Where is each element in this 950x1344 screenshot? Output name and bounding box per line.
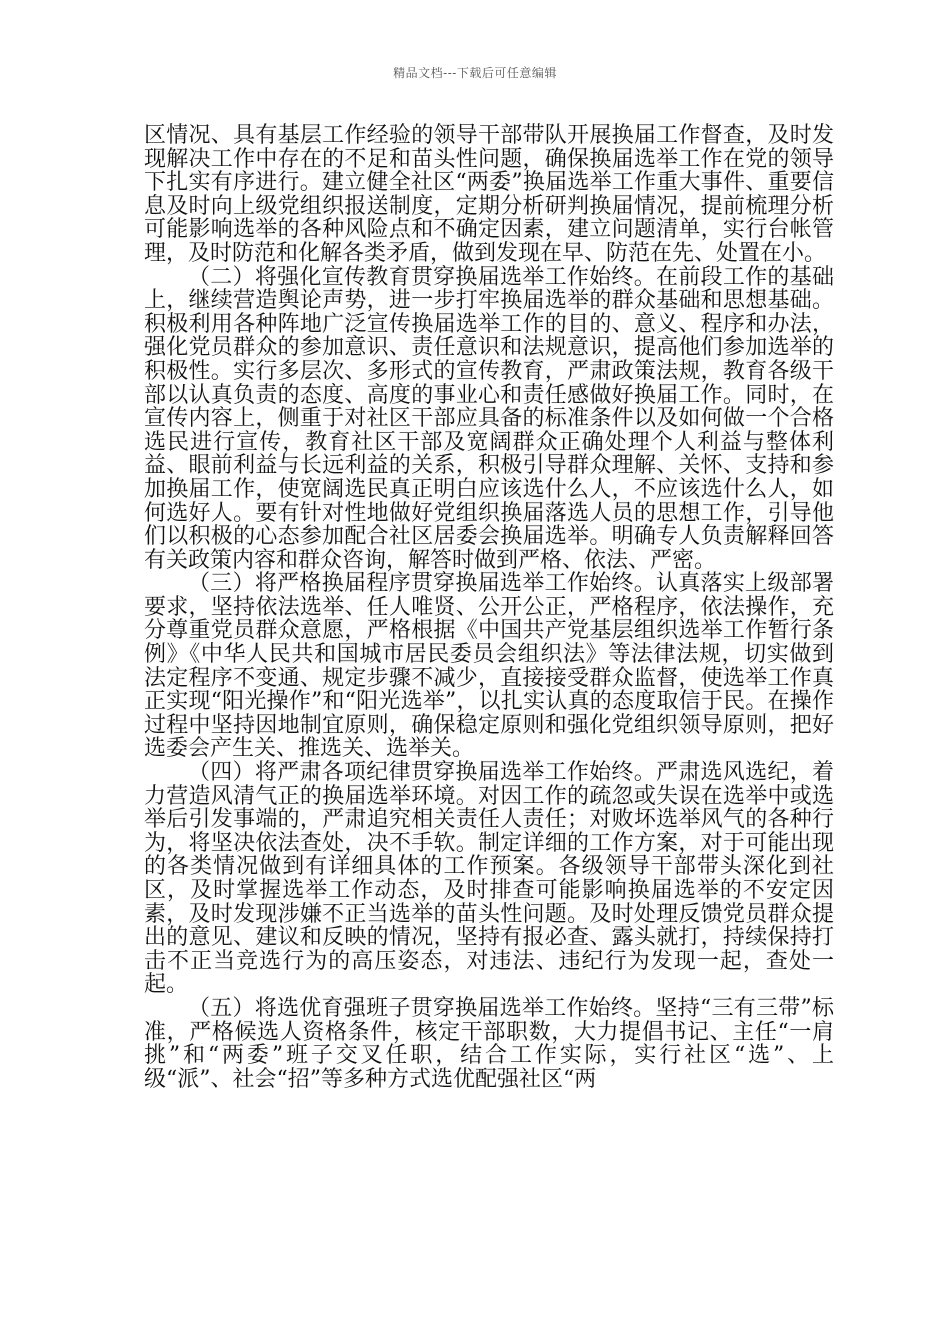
paragraph-section-2: （二）将强化宣传教育贯穿换届选举工作始终。在前段工作的基础上，继续营造舆论声势，进一步打牢换届选举的群众基础和思想基础。积极利用各种阵地广泛宣传换届选举工作的目的、意义、程序和办法，强化党员群众的参加意识、责任意识和法规意识，提高他们参加选举的积极性。实行多层次、多形式的宣传教育，严肃政策法规，教育各级干部以认真负责的态度、高度的事业心和责任感做好换届工作。同时，在宣传内容上，侧重于对社区干部应具备的标准条件以及如何做一个合格选民进行宣传，教育社区干部及宽阔群众正确处理个人利益与整体利益、眼前利益与长远利益的关系，积极引导群众理解、关怀、支持和参加换届工作，使宽阔选民真正明白应该选什么人，不应该选什么人，如何选好人。要有针对性地做好党组织换届落选人员的思想工作，引导他们以积极的心态参加配合社区居委会换届选举。明确专人负责解释回答有关政策内容和群众咨询，解答时做到严格、依法、严密。 (144, 264, 834, 573)
paragraph-section-5: （五）将选优育强班子贯穿换届选举工作始终。坚持“三有三带”标准，严格候选人资格条件，核定干部职数，大力提倡书记、主任“一肩挑”和“两委”班子交叉任职，结合工作实际，实行社区“选”、上级“派”、社会“招”等多种方式选优配强社区“两 (144, 995, 834, 1092)
paragraph-section-4: （四）将严肃各项纪律贯穿换届选举工作始终。严肃选风选纪，着力营造风清气正的换届选举环境。对因工作的疏忽或失误在选举中或选举后引发事端的，严肃追究相关责任人责任；对败坏选举风气的各种行为，将坚决依法查处，决不手软。制定详细的工作方案，对于可能出现的各类情况做到有详细具体的工作预案。各级领导干部带头深化到社区，及时掌握选举工作动态，及时排查可能影响换届选举的不安定因素，及时发现涉嫌不正当选举的苗头性问题。及时处理反馈党员群众提出的意见、建议和反映的情况，坚持有报必查、露头就打，持续保持打击不正当竞选行为的高压姿态，对违法、违纪行为发现一起，查处一起。 (144, 760, 834, 998)
page-header: 精品文档---下载后可任意编辑 (393, 66, 557, 80)
document-body (144, 124, 834, 1091)
paragraph-section-3: （三）将严格换届程序贯穿换届选举工作始终。认真落实上级部署要求，坚持依法选举、任人唯贤、公开公正，严格程序，依法操作，充分尊重党员群众意愿，严格根据《中国共产党基层组织选举工作暂行条例》《中华人民共和国城市居民委员会组织法》等法律法规，切实做到法定程序不变通、规定步骤不减少，直接接受群众监督，使选举工作真正实现“阳光操作”和“阳光选举”，以扎实认真的态度取信于民。在操作过程中坚持因地制宜原则，确保稳定原则和强化党组织领导原则，把好选委会产生关、推选关、选举关。 (144, 571, 834, 762)
paragraph-continued: 区情况、具有基层工作经验的领导干部带队开展换届工作督查，及时发现解决工作中存在的不足和苗头性问题，确保换届选举工作在党的领导下扎实有序进行。建立健全社区“两委”换届选举工作重大事件、重要信息及时向上级党组织报送制度，定期分析研判换届情况，提前梳理分析可能影响选举的各种风险点和不确定因素，建立问题清单，实行台帐管理，及时防范和化解各类矛盾，做到发现在早、防范在先、处置在小。 (144, 123, 834, 266)
